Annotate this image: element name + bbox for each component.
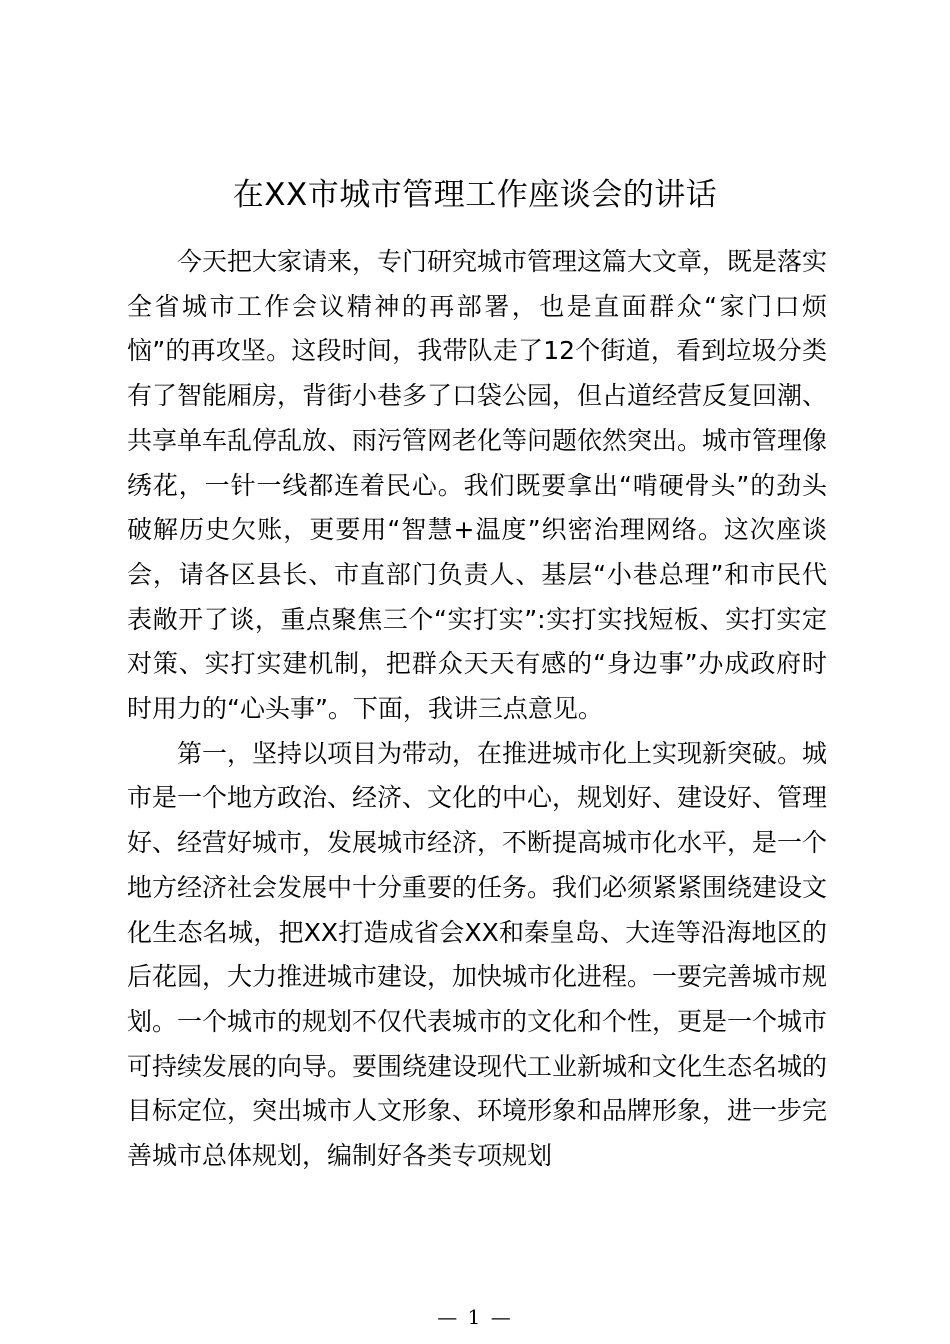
document-title: 在XX市城市管理工作座谈会的讲话 [232, 177, 718, 213]
paragraph-intro: 今天把大家请来，专门研究城市管理这篇大文章，既是落实全省城市工作会议精神的再部署，也是直面群众“家门口烦恼”的再攻坚。这段时间，我带队走了12个街道，看到垃圾分类有了智能厢房，背街小巷多了口袋公园，但占道经营反复回潮、共享单车乱停乱放、雨污管网老化等问题依然突出。城市管理像绣花，一针一线都连着民心。我们既要拿出“啃硬骨头”的劲头破解历史欠账，更要用“智慧+温度”织密治理网络。这次座谈会，请各区县长、市直部门负责人、基层“小巷总理”和市民代表敞开了谈，重点聚焦三个“实打实”:实打实找短板、实打实定对策、实打实建机制，把群众天天有感的“身边事”办成政府时时用力的“心头事”。下面，我讲三点意见。 [127, 247, 828, 724]
document-body [127, 240, 827, 1179]
page-number: — 1 — [437, 1305, 513, 1329]
paragraph-first-point: 第一，坚持以项目为带动，在推进城市化上实现新突破。城市是一个地方政治、经济、文化的中心，规划好、建设好、管理好、经营好城市，发展城市经济，不断提高城市化水平，是一个地方经济社会发展中十分重要的任务。我们必须紧紧围绕建设文化生态名城，把XX打造成省会XX和秦皇岛、大连等沿海地区的后花园，大力推进城市建设，加快城市化进程。一要完善城市规划。一个城市的规划不仅代表城市的文化和个性，更是一个城市可持续发展的向导。要围绕建设现代工业新城和文化生态名城的目标定位，突出城市人文形象、环境形象和品牌形象，进一步完善城市总体规划，编制好各类专项规划 [127, 738, 828, 1171]
